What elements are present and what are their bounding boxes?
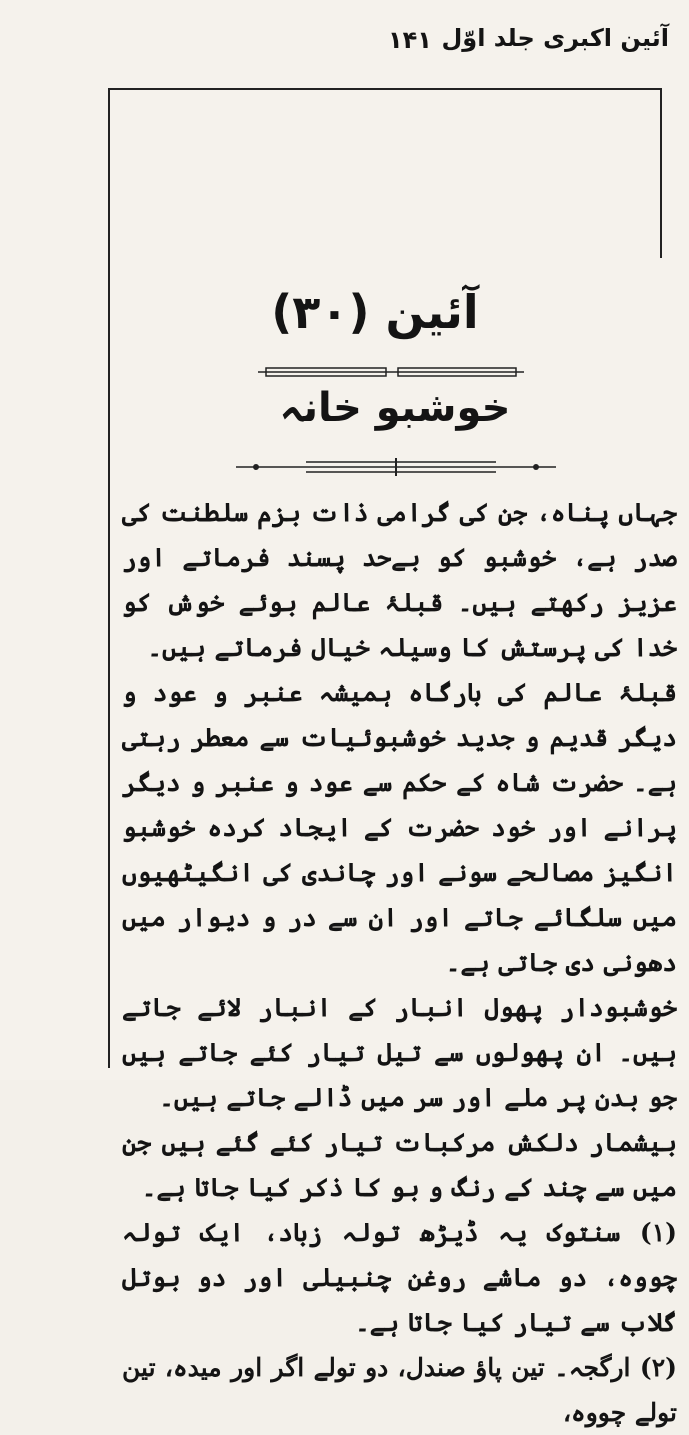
page-header — [90, 22, 669, 62]
paragraph: قبلۂ عالم کی بارگاہ ہمیشہ عنبر و عود و دیگر قدیم و جدید خوشبوئیات سے معطر رہتی ہے۔ حضرت شاہ کے حکم سے عود و عنبر و دیگر پرانے اور خود حضرت کے ایجاد کردہ خوشبو انگیز مصالحے سونے اور چاندی کی انگیٹھیوں میں سلگائے جاتے اور ان سے در و دیوار میں دھونی دی جاتی ہے۔ — [122, 678, 677, 977]
chapter-heading: آئین (۳۰) — [271, 285, 479, 339]
double-rule-divider — [258, 367, 524, 377]
section-title: خوشبو خانہ — [279, 385, 511, 431]
body-text — [122, 490, 677, 1435]
paragraph: خوشبودار پھول انبار کے انبار لائے جاتے ہیں۔ ان پھولوں سے تیل تیار کئے جاتے ہیں جو بدن پر ملے اور سر میں ڈالے جاتے ہیں۔ — [122, 993, 677, 1112]
paragraph: بیشمار دلکش مرکبات تیار کئے گئے ہیں جن میں سے چند کے رنگ و بو کا ذکر کیا جاتا ہے۔ — [122, 1128, 677, 1202]
running-title: آئین اکبری جلد اوّل — [441, 24, 669, 52]
page-number: ۱۴۱ — [388, 26, 432, 54]
paragraph: (۲) ارگجہ۔ تین پاؤ صندل، دو تولے اگر اور میدہ، تین تولے چووہ، — [122, 1353, 677, 1427]
text-frame-right-edge — [660, 88, 662, 258]
ornamental-rule-divider — [236, 456, 556, 476]
paragraph: (۱) سنتوک یہ ڈیڑھ تولہ زباد، ایک تولہ چووہ، دو ماشے روغن چنبیلی اور دو بوتل گلاب سے تیار کیا جاتا ہے۔ — [122, 1218, 677, 1337]
paragraph: جہاں پناہ، جن کی گرامی ذات بزم سلطنت کی صدر ہے، خوشبو کو بےحد پسند فرماتے اور عزیز رکھتے ہیں۔ قبلۂ عالم بوئے خوش کو خدا کی پرستش کا وسیلہ خیال فرماتے ہیں۔ — [122, 498, 677, 662]
